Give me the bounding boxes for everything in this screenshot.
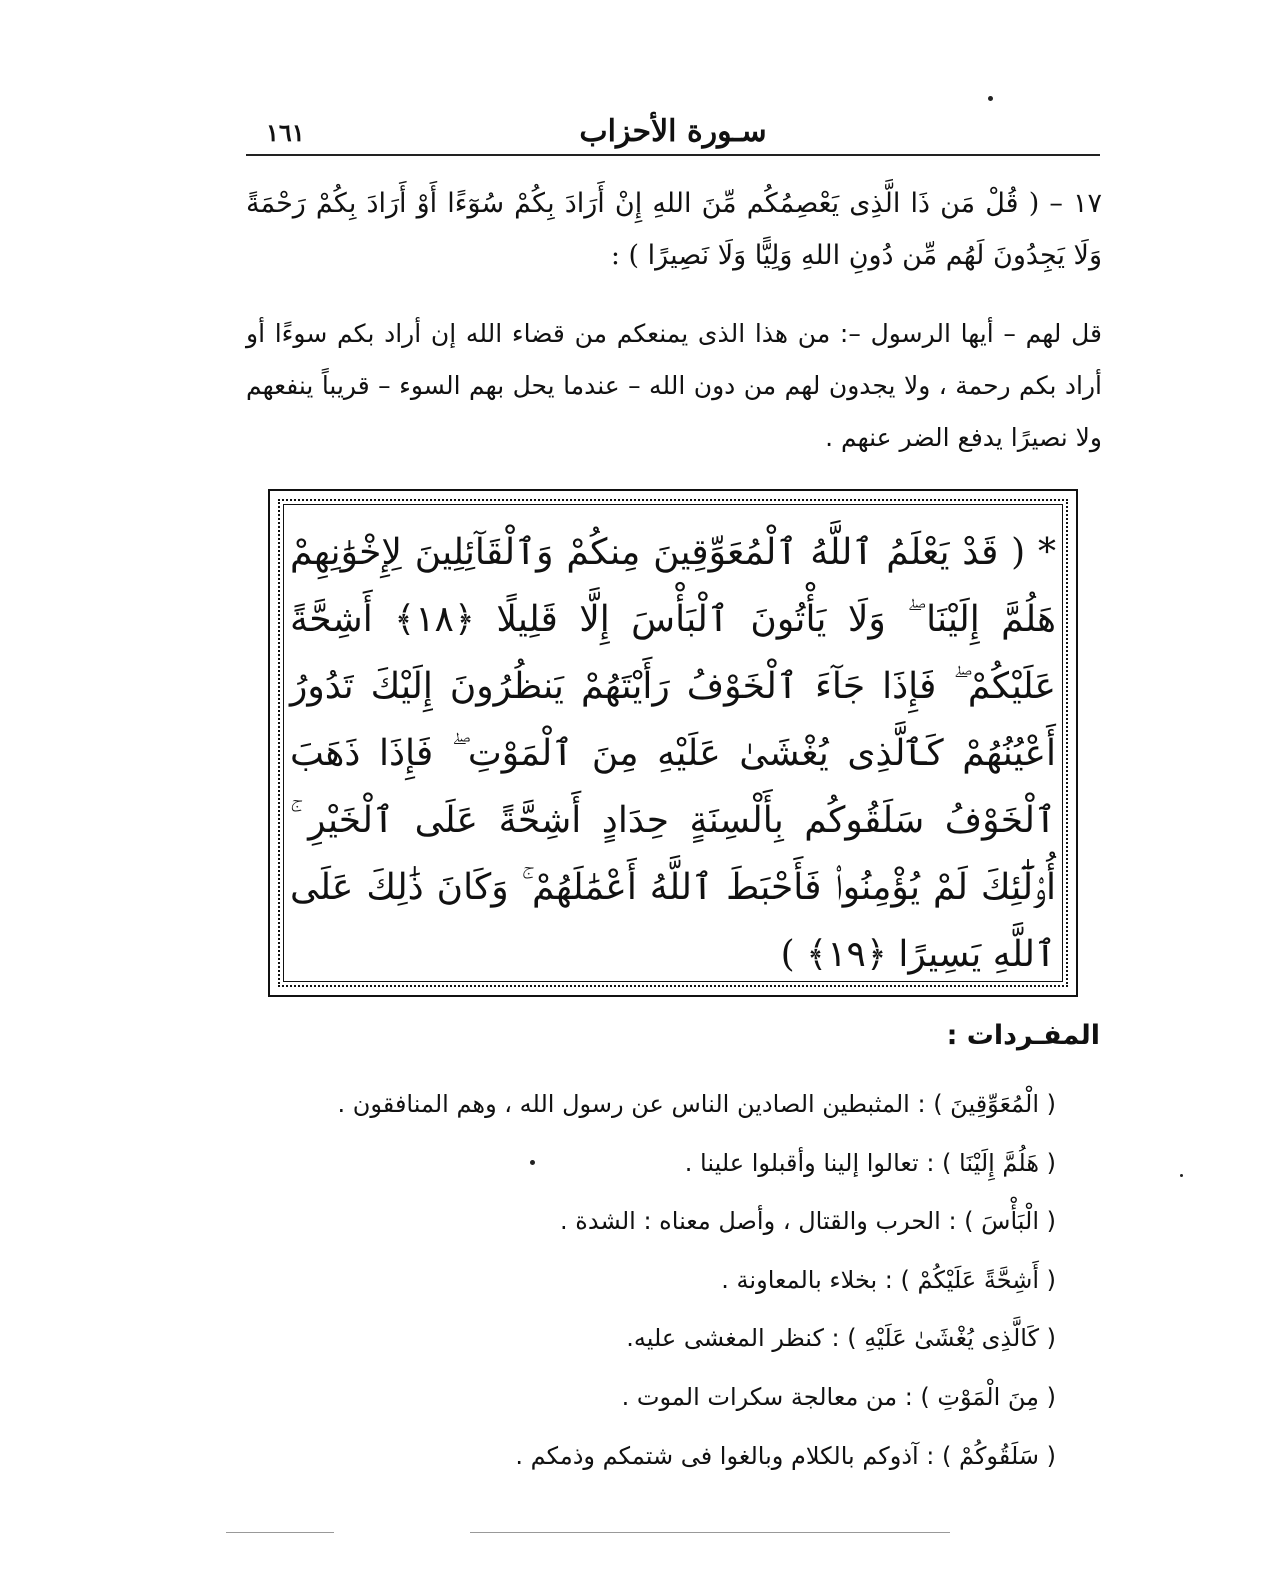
quran-decorative-frame bbox=[268, 489, 1078, 997]
vocabulary-item: ( الْبَأْسَ ) : الحرب والقتال ، وأصل معناه : الشدة . bbox=[560, 1207, 1056, 1236]
surah-title: سـورة الأحزاب bbox=[579, 114, 767, 149]
vocabulary-item: ( سَلَقُوكُمْ ) : آذوكم بالكلام وبالغوا فى شتمكم وذمكم . bbox=[515, 1441, 1056, 1470]
quran-verses-18-19: * ( قَدْ يَعْلَمُ ٱللَّهُ ٱلْمُعَوِّقِينَ مِنكُمْ وَٱلْقَآئِلِينَ لِإِخْوَٰنِهِمْ هَلُمَّ إِلَيْنَا ۖ وَلَا يَأْتُونَ ٱلْبَأْسَ إِلَّا قَلِيلًا ﴿١٨﴾ أَشِحَّةً عَلَيْكُمْ ۖ فَإِذَا جَآءَ ٱلْخَوْفُ رَأَيْتَهُمْ يَنظُرُونَ إِلَيْكَ تَدُورُ أَعْيُنُهُمْ كَٱلَّذِى يُغْشَىٰ عَلَيْهِ مِنَ ٱلْمَوْتِ ۖ فَإِذَا ذَهَبَ ٱلْخَوْفُ سَلَقُوكُم بِأَلْسِنَةٍ حِدَادٍ أَشِحَّةً عَلَى ٱلْخَيْرِ ۚ أُو۟لَٰٓئِكَ لَمْ يُؤْمِنُوا۟ فَأَحْبَطَ ٱللَّهُ أَعْمَٰلَهُمْ ۚ وَكَانَ ذَٰلِكَ عَلَى ٱللَّهِ يَسِيرًا ﴿١٩﴾ ) bbox=[290, 532, 1056, 975]
vocabulary-item: ( كَالَّذِى يُغْشَىٰ عَلَيْهِ ) : كنظر المغشى عليه. bbox=[626, 1324, 1056, 1353]
scan-speck bbox=[530, 1160, 535, 1165]
scan-speck bbox=[988, 96, 993, 101]
vocabulary-item: ( أَشِحَّةً عَلَيْكُمْ ) : بخلاء بالمعاونة . bbox=[721, 1265, 1056, 1294]
scan-speck bbox=[1180, 1174, 1183, 1177]
vocabulary-heading: المفـردات : bbox=[946, 1020, 1100, 1051]
scan-bottom-line bbox=[226, 1532, 334, 1533]
scan-bottom-line bbox=[470, 1532, 950, 1533]
vocabulary-item: ( هَلُمَّ إِلَيْنَا ) : تعالوا إلينا وأقبلوا علينا . bbox=[684, 1148, 1056, 1177]
vocabulary-item: ( مِنَ الْمَوْتِ ) : من معالجة سكرات الموت . bbox=[621, 1382, 1056, 1411]
vocabulary-item: ( الْمُعَوِّقِينَ ) : المثبطين الصادين الناس عن رسول الله ، وهم المنافقون . bbox=[337, 1090, 1056, 1118]
page-number: ١٦١ bbox=[266, 118, 305, 147]
vocabulary-list bbox=[337, 1075, 1056, 1485]
running-header bbox=[246, 110, 1100, 156]
verse-17-text: ١٧ – ( قُلْ مَن ذَا الَّذِى يَعْصِمُكُم مِّنَ اللهِ إِنْ أَرَادَ بِكُمْ سُوٓءًا أَوْ أَرَادَ بِكُمْ رَحْمَةً وَلَا يَجِدُونَ لَهُم مِّن دُونِ اللهِ وَلِيًّا وَلَا نَصِيرًا ) : bbox=[246, 188, 1102, 271]
tafsir-paragraph: قل لهم – أيها الرسول –: من هذا الذى يمنعكم من قضاء الله إن أراد بكم سوءًا أو أراد بكم رحمة ، ولا يجدون لهم من دون الله – عندما يحل بهم السوء – قريباً ينفعهم ولا نصيرًا يدفع الضر عنهم . bbox=[246, 319, 1102, 452]
